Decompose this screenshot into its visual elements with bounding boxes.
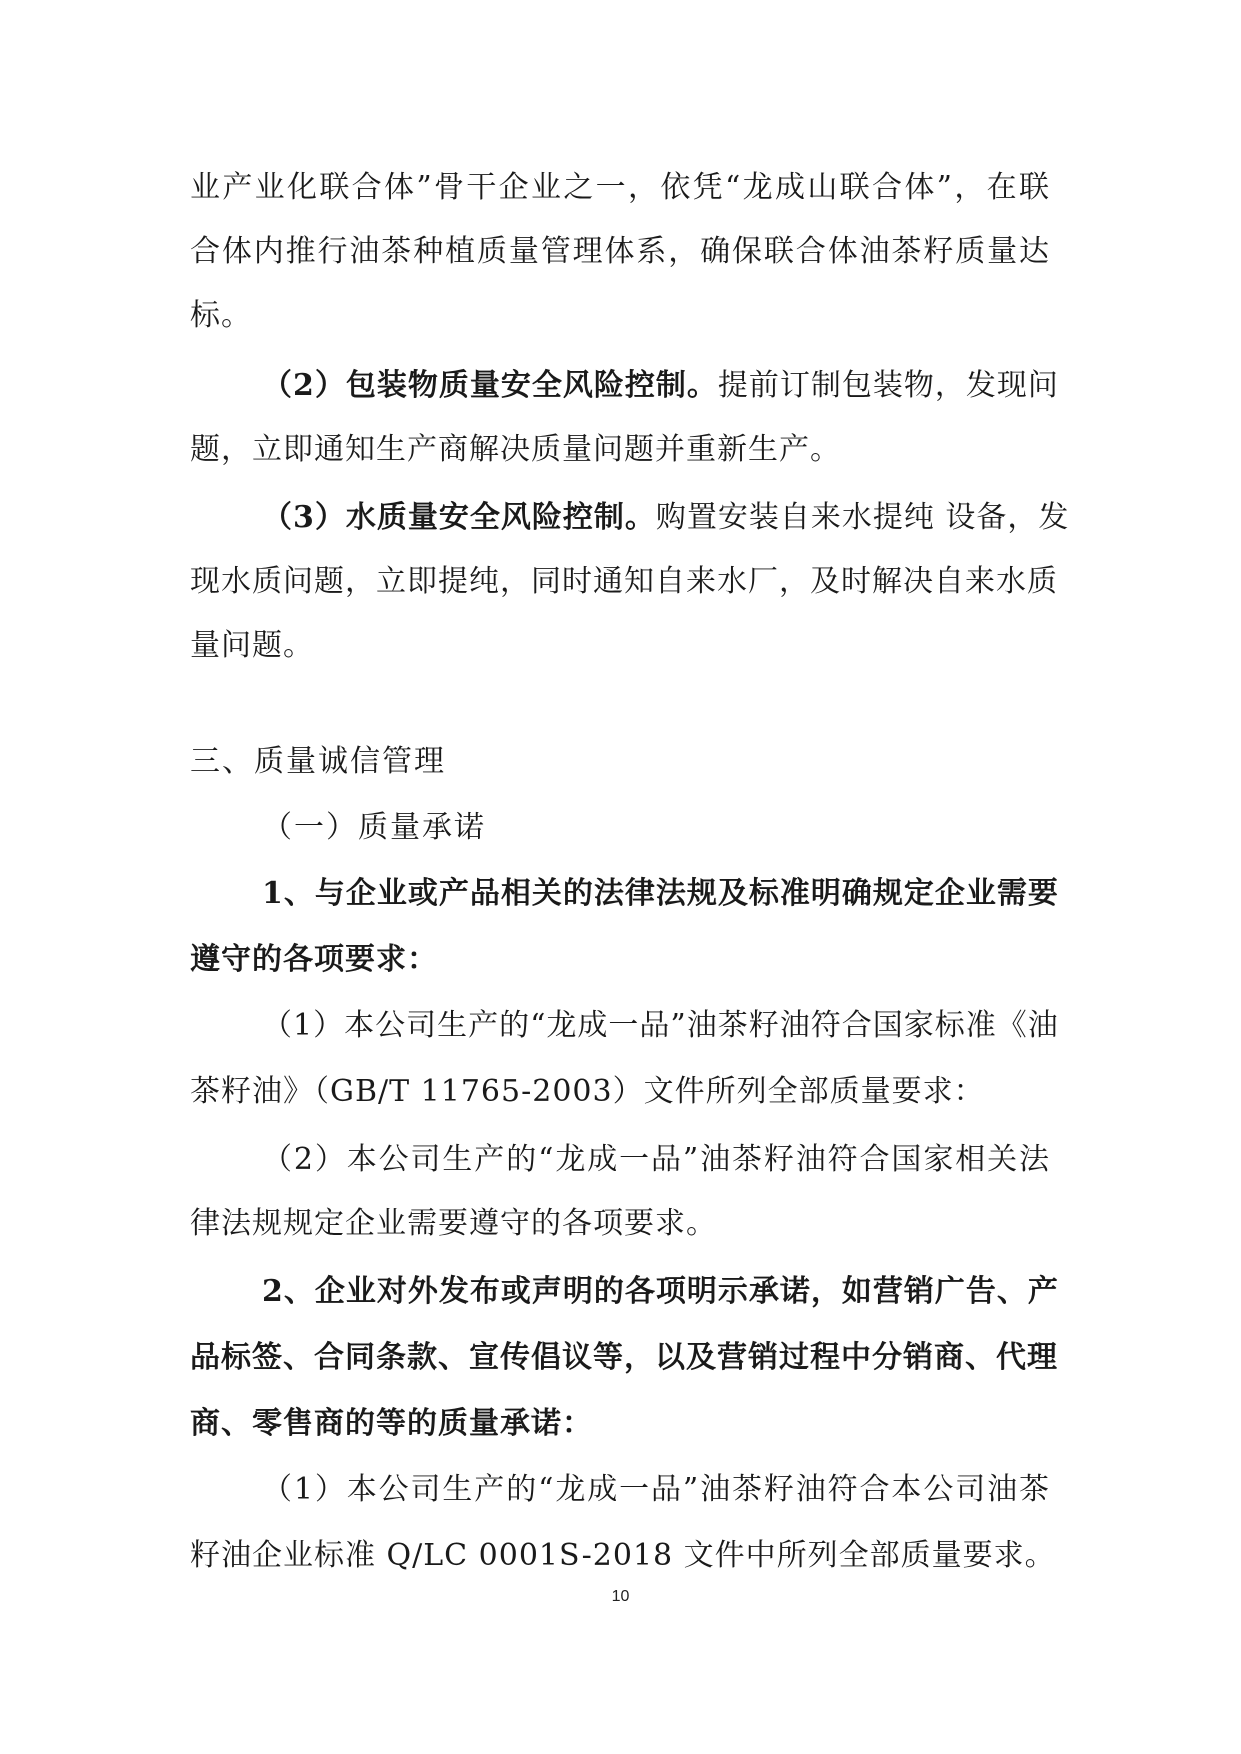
section-heading: 三、质量诚信管理	[190, 744, 446, 779]
paragraph-line: 业产业化联合体”骨干企业之一，依凭“龙成山联合体”，在联	[190, 170, 1050, 205]
paragraph-line: （1）本公司生产的“龙成一品”油茶籽油符合国家标准《油	[262, 1008, 1059, 1043]
paragraph-line: 现水质问题，立即提纯，同时通知自来水厂，及时解决自来水质	[190, 564, 1058, 599]
paragraph-line: 遵守的各项要求：	[190, 942, 438, 977]
subsection-title: （3）水质量安全风险控制。	[262, 500, 656, 535]
paragraph-line: 商、零售商的等的质量承诺：	[190, 1406, 593, 1441]
subsection-heading: （一）质量承诺	[262, 810, 486, 845]
paragraph-line: （1）本公司生产的“龙成一品”油茶籽油符合本公司油茶	[262, 1472, 1050, 1507]
paragraph-line	[262, 366, 1059, 406]
paragraph-line: 量问题。	[190, 628, 314, 663]
subsection-title: （2）包装物质量安全风险控制。	[262, 368, 718, 403]
paragraph-line: 标。	[190, 298, 252, 333]
paragraph-line: 合体内推行油茶种植质量管理体系，确保联合体油茶籽质量达	[190, 234, 1050, 269]
paragraph-line: 籽油企业标准 Q/LC 0001S-2018 文件中所列全部质量要求。	[190, 1538, 1056, 1573]
paragraph-line: （2）本公司生产的“龙成一品”油茶籽油符合国家相关法	[262, 1142, 1050, 1177]
page-number: 10	[611, 1588, 630, 1605]
paragraph-text: 购置安装自来水提纯 设备，发	[655, 500, 1070, 535]
paragraph-line: 茶籽油》（GB/T 11765-2003）文件所列全部质量要求：	[190, 1074, 985, 1109]
paragraph-line: 品标签、合同条款、宣传倡议等，以及营销过程中分销商、代理	[190, 1340, 1058, 1375]
paragraph-line: 2、企业对外发布或声明的各项明示承诺，如营销广告、产	[262, 1274, 1059, 1309]
paragraph-line: 律法规规定企业需要遵守的各项要求。	[190, 1206, 717, 1241]
paragraph-line	[262, 498, 1070, 538]
paragraph-line: 题，立即通知生产商解决质量问题并重新生产。	[190, 432, 841, 467]
paragraph-line: 1、与企业或产品相关的法律法规及标准明确规定企业需要	[262, 876, 1059, 911]
paragraph-text: 提前订制包装物，发现问	[717, 368, 1059, 403]
